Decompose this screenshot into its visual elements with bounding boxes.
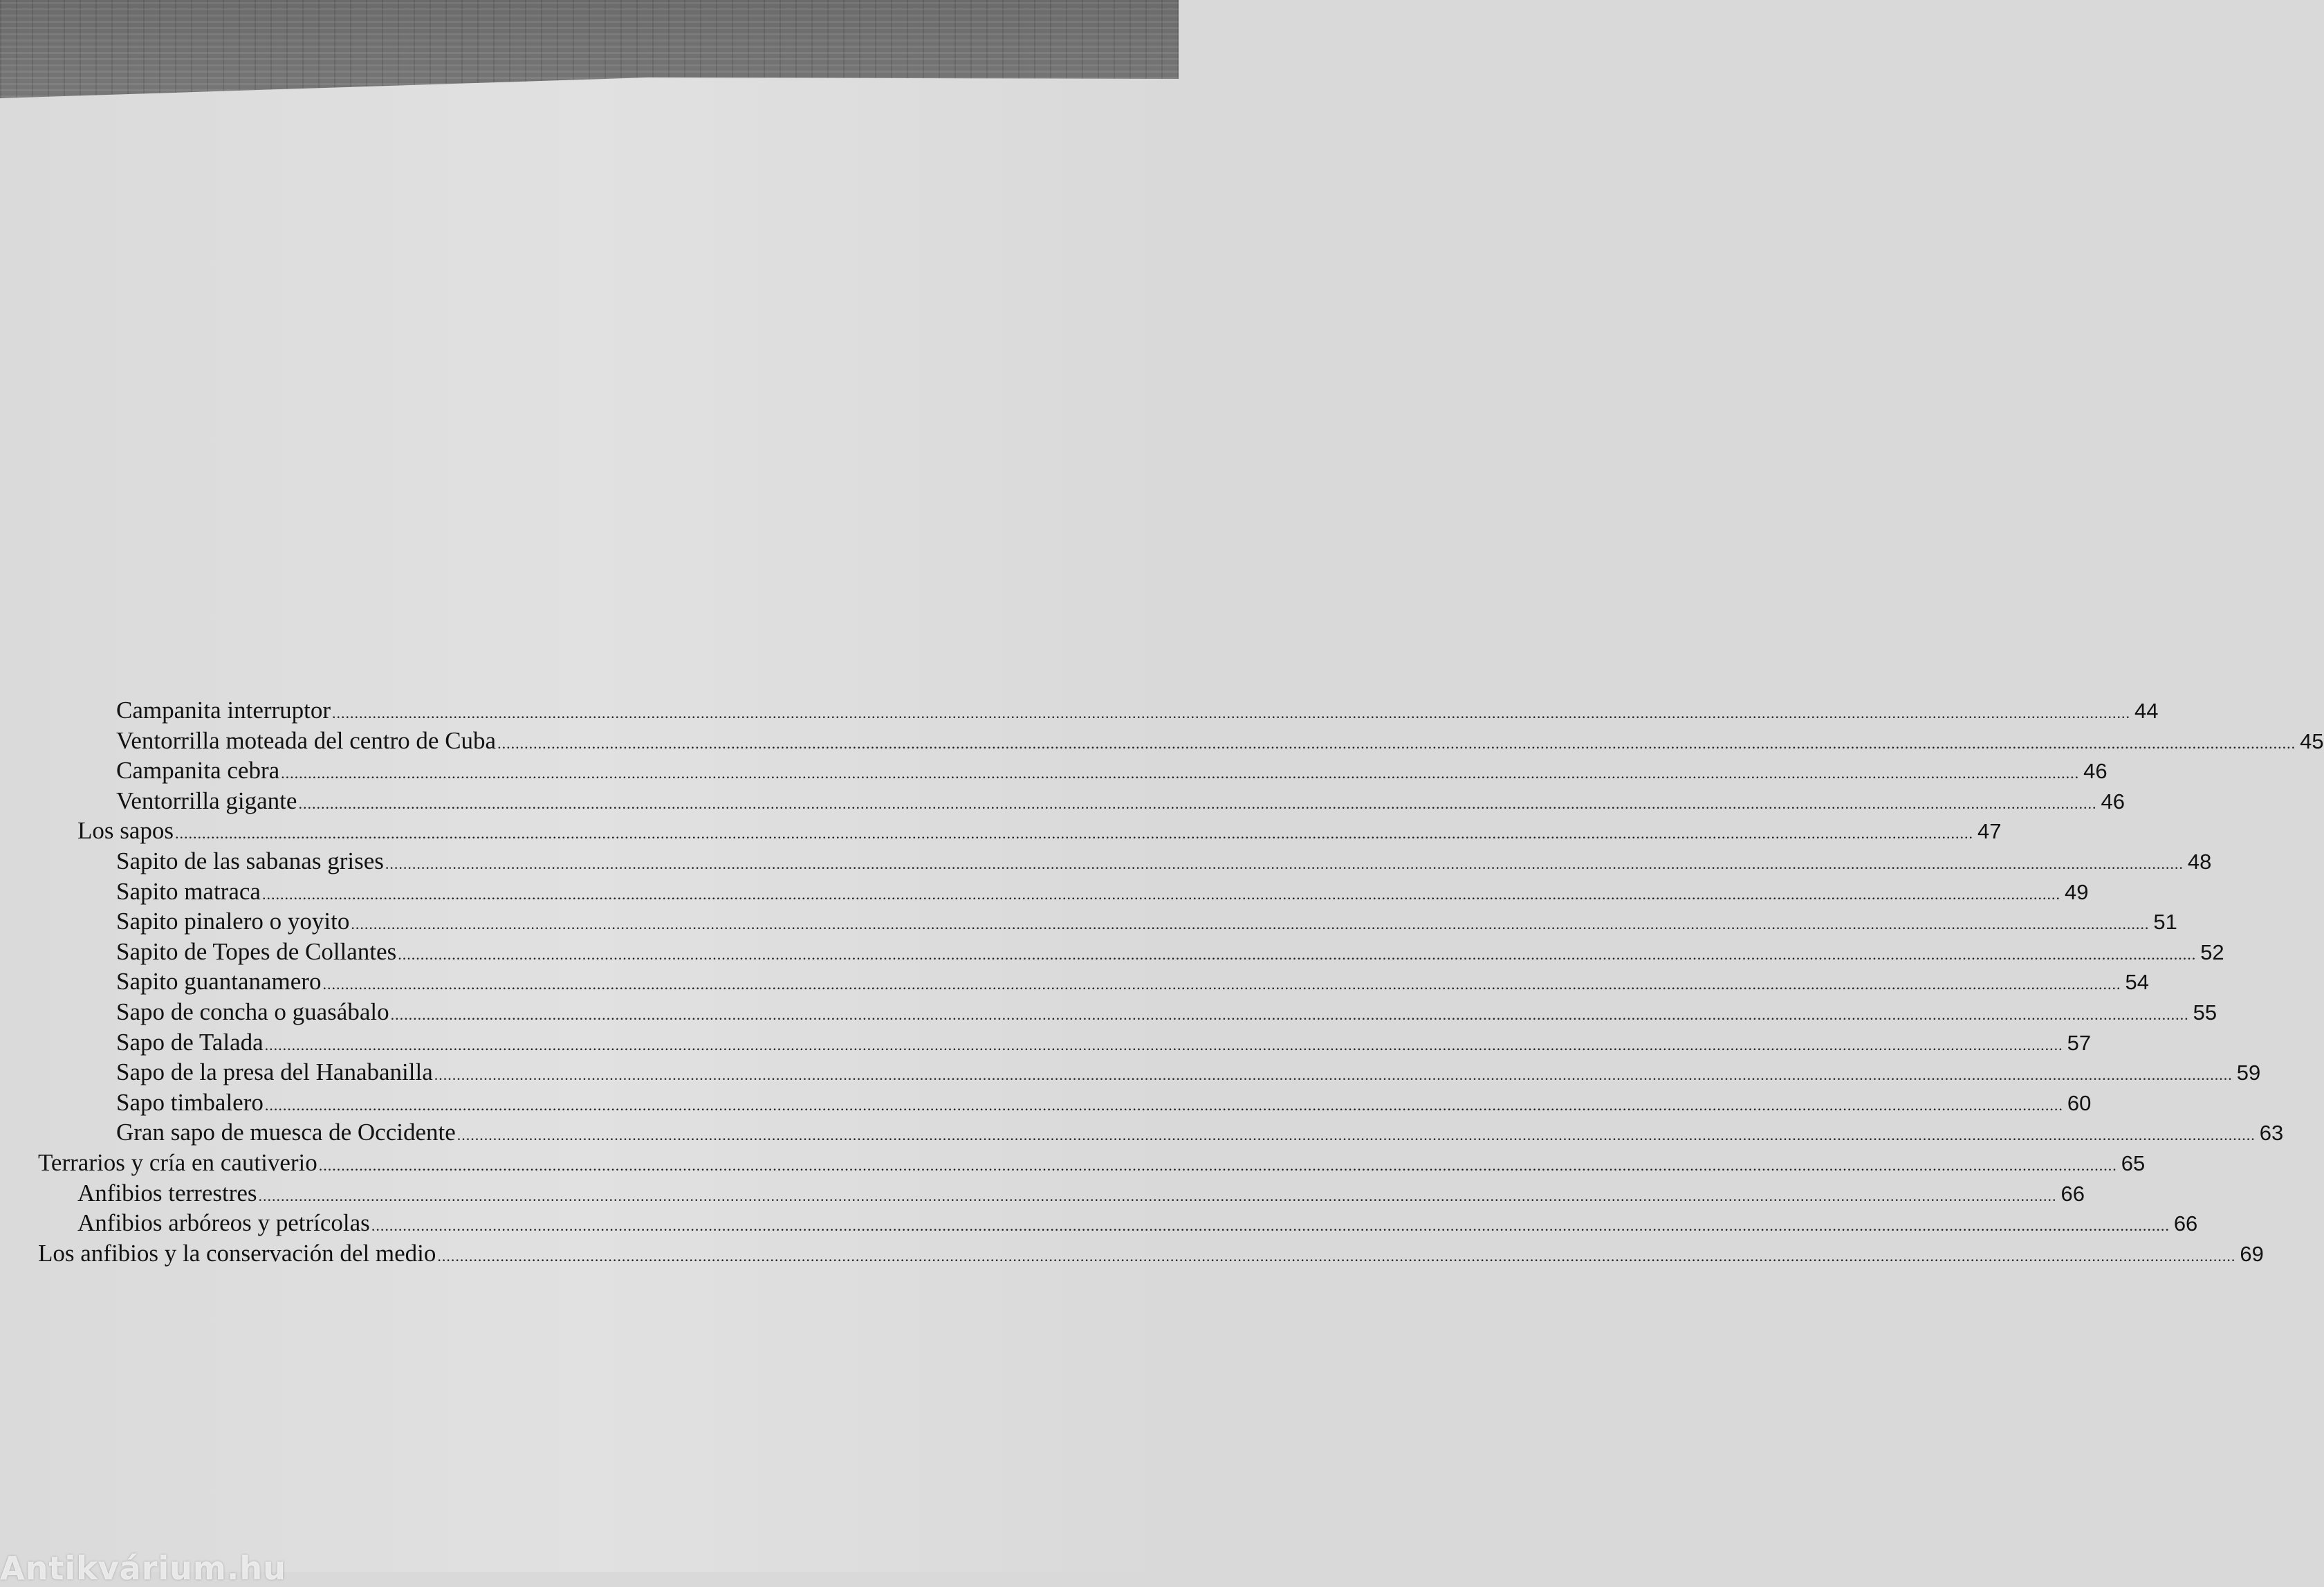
toc-entry-page-number: 46	[2101, 789, 2125, 814]
toc-entry	[77, 1178, 2085, 1209]
toc-entry-title: Los anfibios y la conservación del medio	[38, 1240, 436, 1267]
toc-entry-page-number: 54	[2125, 970, 2149, 994]
dot-leader: ................................................................................................................................................................................................................................................................................................................................................................................................................	[175, 825, 1974, 842]
toc-entry	[116, 997, 2217, 1027]
dot-leader: ................................................................................................................................................................................................................................................................................................................................................................................................................	[497, 735, 2296, 752]
toc-entry-page-number: 52	[2200, 940, 2224, 964]
toc-entry	[77, 816, 2002, 846]
toc-entry-page-number: 57	[2067, 1031, 2092, 1055]
dot-leader: ................................................................................................................................................................................................................................................................................................................................................................................................................	[332, 704, 2131, 722]
toc-entry-page-number: 66	[2060, 1182, 2085, 1206]
dot-leader: ................................................................................................................................................................................................................................................................................................................................................................................................................	[385, 855, 2184, 872]
toc-entry-title: Sapito de las sabanas grises	[116, 847, 384, 874]
toc-entry-page-number: 55	[2193, 1000, 2217, 1025]
dot-leader: ................................................................................................................................................................................................................................................................................................................................................................................................................	[371, 1217, 2170, 1234]
toc-entry-page-number: 69	[2240, 1242, 2264, 1266]
toc-entry	[116, 966, 2149, 997]
toc-entry-page-number: 47	[1977, 819, 2002, 843]
toc-entry-title: Gran sapo de muesca de Occidente	[116, 1119, 456, 1146]
toc-entry-title: Sapo timbalero	[116, 1089, 264, 1116]
toc-entry-page-number: 51	[2153, 910, 2177, 934]
toc-entry-title: Campanita interruptor	[116, 697, 331, 724]
toc-entry-title: Sapito guantanamero	[116, 968, 322, 995]
dot-leader: ................................................................................................................................................................................................................................................................................................................................................................................................................	[390, 1006, 2189, 1023]
toc-entry	[116, 1088, 2092, 1118]
dot-leader: ................................................................................................................................................................................................................................................................................................................................................................................................................	[398, 946, 2197, 963]
toc-entry	[116, 695, 2159, 726]
toc-entry-page-number: 44	[2134, 699, 2159, 723]
toc-entry-page-number: 48	[2187, 850, 2212, 874]
toc-entry-title: Sapito matraca	[116, 878, 261, 905]
toc-entry-page-number: 59	[2236, 1061, 2261, 1085]
toc-entry-page-number: 65	[2121, 1151, 2146, 1175]
toc-entry	[116, 877, 2089, 907]
dot-leader: ................................................................................................................................................................................................................................................................................................................................................................................................................	[298, 795, 2097, 812]
toc-entry-title: Ventorrilla gigante	[116, 787, 297, 814]
toc-entry	[116, 1117, 2284, 1148]
toc-entry-title: Sapo de Talada	[116, 1029, 264, 1056]
toc-entry-title: Anfibios terrestres	[77, 1180, 257, 1207]
dot-leader: ................................................................................................................................................................................................................................................................................................................................................................................................................	[351, 915, 2150, 933]
toc-entry-page-number: 46	[2083, 759, 2108, 783]
toc-entry-title: Sapito de Topes de Collantes	[116, 938, 397, 965]
toc-entry	[116, 1027, 2092, 1058]
dot-leader: ................................................................................................................................................................................................................................................................................................................................................................................................................	[434, 1066, 2233, 1083]
toc-entry-page-number: 66	[2173, 1211, 2198, 1236]
toc-entry-title: Anfibios arbóreos y petrícolas	[77, 1209, 370, 1236]
toc-entry-title: Terrarios y cría en cautiverio	[38, 1149, 317, 1176]
toc-entry	[77, 1208, 2198, 1238]
toc-entry	[116, 846, 2212, 877]
toc-entry	[116, 1057, 2261, 1088]
toc-entry	[116, 726, 2324, 756]
toc-entry-page-number: 63	[2259, 1121, 2284, 1145]
toc-entry-title: Sapo de la presa del Hanabanilla	[116, 1058, 433, 1085]
toc-entry	[116, 755, 2108, 786]
dot-leader: ................................................................................................................................................................................................................................................................................................................................................................................................................	[318, 1157, 2117, 1174]
toc-entry-title: Sapito pinalero o yoyito	[116, 908, 350, 935]
dot-leader: ................................................................................................................................................................................................................................................................................................................................................................................................................	[261, 886, 2060, 903]
dot-leader: ................................................................................................................................................................................................................................................................................................................................................................................................................	[281, 764, 2080, 782]
toc-entry-page-number: 45	[2300, 729, 2324, 753]
toc-entry	[38, 1238, 2264, 1269]
dot-leader: ................................................................................................................................................................................................................................................................................................................................................................................................................	[264, 1036, 2063, 1054]
toc-entry-page-number: 49	[2064, 880, 2089, 904]
dot-leader: ................................................................................................................................................................................................................................................................................................................................................................................................................	[258, 1187, 2057, 1204]
toc-entry	[116, 786, 2125, 816]
toc-entry-title: Los sapos	[77, 817, 174, 844]
toc-entry-page-number: 60	[2067, 1091, 2092, 1115]
toc-entry	[116, 937, 2224, 967]
toc-entry-title: Campanita cebra	[116, 757, 280, 784]
dot-leader: ................................................................................................................................................................................................................................................................................................................................................................................................................	[264, 1097, 2063, 1114]
toc-entry	[38, 1148, 2146, 1178]
toc-entry-title: Ventorrilla moteada del centro de Cuba	[116, 727, 497, 754]
watermark: Antikvárium.hu	[0, 1550, 286, 1587]
dot-leader: ................................................................................................................................................................................................................................................................................................................................................................................................................	[322, 975, 2121, 993]
toc-entry-title: Sapo de concha o guasábalo	[116, 998, 389, 1025]
dot-leader: ................................................................................................................................................................................................................................................................................................................................................................................................................	[437, 1247, 2236, 1265]
toc-entry	[116, 906, 2177, 937]
dot-leader: ................................................................................................................................................................................................................................................................................................................................................................................................................	[456, 1126, 2256, 1144]
